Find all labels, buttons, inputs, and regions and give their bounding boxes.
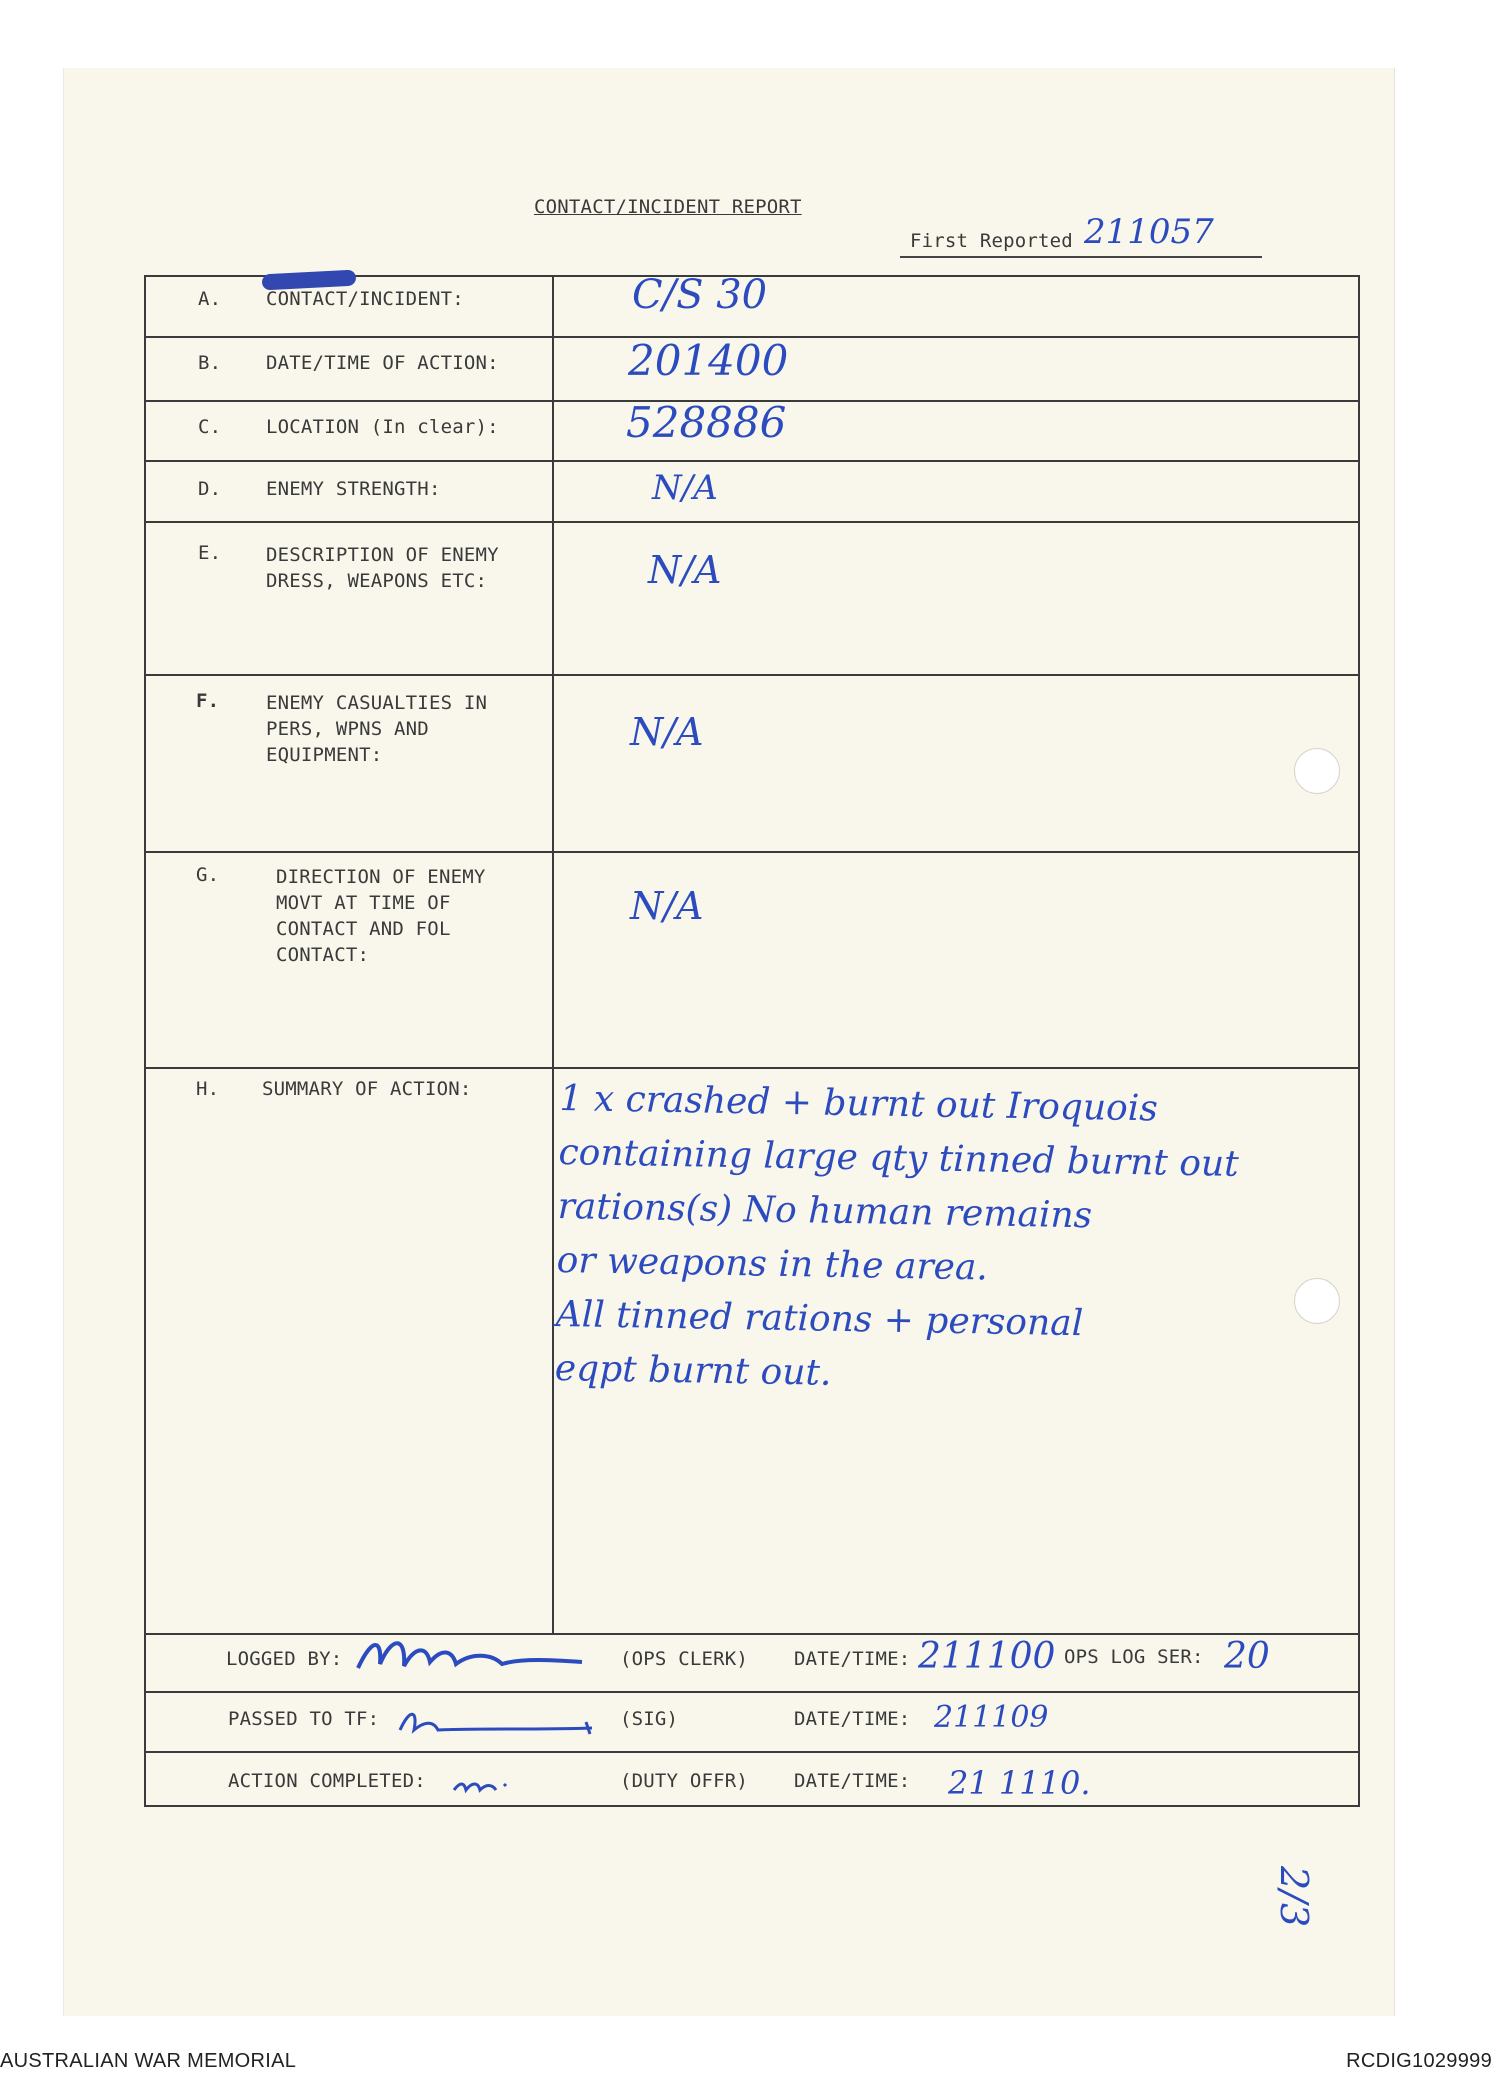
row-line — [146, 460, 1358, 462]
row-b-value: 201400 — [628, 336, 789, 385]
column-divider — [552, 277, 554, 1633]
row-a-label: CONTACT/INCIDENT: — [266, 288, 464, 310]
first-reported-label: First Reported — [910, 230, 1073, 252]
row-e-value: N/A — [648, 548, 722, 592]
action-completed-label: ACTION COMPLETED: — [228, 1770, 426, 1792]
ops-log-ser-value: 20 — [1224, 1636, 1270, 1677]
row-g-value: N/A — [630, 884, 704, 928]
logged-by-datetime-label: DATE/TIME: — [794, 1648, 911, 1670]
row-c-label: LOCATION (In clear): — [266, 416, 499, 438]
logged-by-signature — [352, 1628, 588, 1676]
footer-source: AUSTRALIAN WAR MEMORIAL — [0, 2050, 297, 2072]
row-line — [146, 1633, 1358, 1635]
row-line — [146, 1067, 1358, 1069]
footer-id: RCDIG1029999 — [1346, 2050, 1492, 2072]
logged-by-datetime: 211100 — [918, 1636, 1056, 1677]
row-a-value: C/S 30 — [632, 272, 768, 318]
first-reported-underline — [900, 256, 1262, 258]
row-c-letter: C. — [198, 416, 222, 438]
row-b-letter: B. — [198, 352, 222, 374]
row-line — [146, 1691, 1358, 1693]
row-d-label: ENEMY STRENGTH: — [266, 478, 441, 500]
row-h-letter: H. — [196, 1078, 220, 1100]
row-f-letter: F. — [196, 690, 220, 712]
row-line — [146, 521, 1358, 523]
report-table — [144, 275, 1360, 1807]
passed-to-role: (SIG) — [620, 1708, 679, 1730]
passed-to-signature — [396, 1700, 596, 1740]
report-title: CONTACT/INCIDENT REPORT — [534, 196, 802, 218]
row-line — [146, 674, 1358, 676]
passed-to-datetime: 211109 — [934, 1700, 1049, 1735]
row-g-letter: G. — [196, 864, 220, 886]
row-g-label: DIRECTION OF ENEMY MOVT AT TIME OF CONTACT AND FOL CONTACT: — [276, 866, 486, 966]
row-h-value: 1 x crashed + burnt out Iroquois containing large qty tinned burnt out rations(s) No human remains or weapons in the area. All tinned rations + personal eqpt burnt out. — [554, 1077, 1239, 1394]
passed-to-datetime-label: DATE/TIME: — [794, 1708, 911, 1730]
row-b-label: DATE/TIME OF ACTION: — [266, 352, 499, 374]
ops-log-ser-label: OPS LOG SER: — [1064, 1646, 1204, 1668]
row-d-letter: D. — [198, 478, 222, 500]
passed-to-label: PASSED TO TF: — [228, 1708, 380, 1730]
row-f-label: ENEMY CASUALTIES IN PERS, WPNS AND EQUIPMENT: — [266, 692, 488, 766]
logged-by-label: LOGGED BY: — [226, 1648, 343, 1670]
action-completed-role: (DUTY OFFR) — [620, 1770, 749, 1792]
row-f-value: N/A — [630, 710, 704, 754]
row-e-letter: E. — [198, 542, 222, 564]
row-c-value: 528886 — [626, 398, 787, 447]
action-completed-datetime: 21 1110. — [948, 1764, 1091, 1802]
first-reported-value: 211057 — [1084, 212, 1214, 252]
row-a-letter: A. — [198, 288, 222, 310]
action-completed-datetime-label: DATE/TIME: — [794, 1770, 911, 1792]
logged-by-role: (OPS CLERK) — [620, 1648, 749, 1670]
row-line — [146, 1751, 1358, 1753]
row-d-value: N/A — [652, 468, 718, 508]
row-line — [146, 851, 1358, 853]
page-number-note: 2/3 — [1272, 1866, 1316, 1928]
row-h-label: SUMMARY OF ACTION: — [262, 1078, 472, 1100]
row-e-label: DESCRIPTION OF ENEMY DRESS, WEAPONS ETC: — [266, 544, 499, 592]
action-completed-initials — [450, 1776, 530, 1796]
